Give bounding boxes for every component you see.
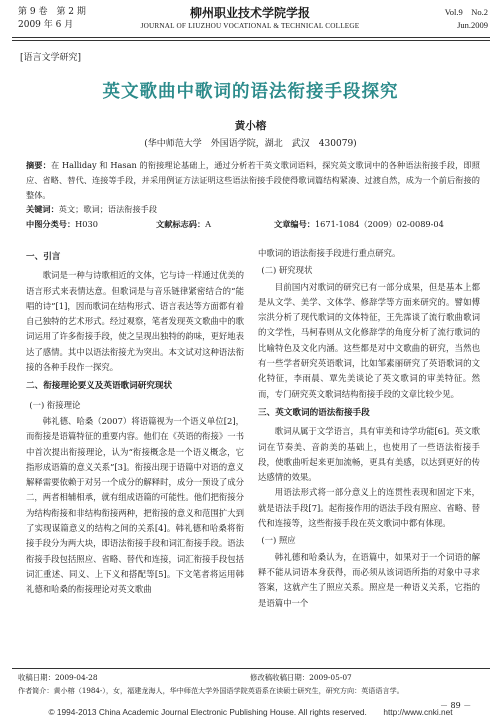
journal-name [100,6,400,32]
right-column [258,246,480,611]
header-volume-info [18,6,98,32]
section-tag: [语言文学研究] [20,53,82,63]
doc-code: 文献标志码：A [156,219,212,229]
vol-issue: 第 9 卷 第 2 期 [18,7,86,17]
section-heading: 三、英文歌词的语法衔接手段 [258,407,370,418]
abstract-label: 摘要： [26,160,51,170]
abstract-text: 在 Halliday 和 Hasan 的衔接理论基础上，通过分析若干英文歌词语料，探究英文歌词中的各种语法衔接手段，即照应、省略、替代、连接等手段，并采用例证方法证明这些语法衔接手段使得歌词篇结构紧凑、过渡自然，成为一个前后衔接的整体。 [26,160,480,200]
issue-date: 2009 年 6 月 [18,20,74,30]
author-bio: 作者简介：黄小榕（1984-），女，福建龙海人，华中师范大学外国语学院英语系在读硕士研究生，研究方向：英语语言学。 [18,686,404,695]
header-rule [12,37,490,38]
classification-row [26,219,486,230]
date-en: Jun.2009 [457,20,488,30]
paragraph: 目前国内对歌词的研究已有一部分成果，但是基本上都是从文学、美学、文体学、修辞学等方面来研究的。譬如傅宗洪分析了现代歌词的文体特征，王先霈谈了流行歌曲歌词的文学性，马柯春则从文化修辞学的角度分析了流行歌词的比喻特色及文化内涵。这些都是对中文歌曲的研究，当然也有一些学者研究英语歌词，比如邹素丽研究了英语歌词的文化特征，李雨晨、覃先美谈论了英文歌词的审美特征。然而，专门研究英文歌词结构衔接手段的文章比较少见。 [258,281,480,399]
header-rule-thin [12,40,490,41]
vol-en: Vol.9 No.2 [444,7,488,17]
paragraph: 歌词是一种与诗歌相近的文体，它与诗一样通过优美的语言形式来表情达意。但歌词是与音乐链律紧密结合的“能唱的诗”[1]，因而歌词在结构形式、语言表达等方面都有着自己独特的艺术形式。经过观察，笔者发现英文歌曲中的歌词运用了许多衔接手段，使之呈现出独特的韵味，更好地表达了感情。其中以语法衔接尤为突出。本文试对这种语法衔接的各种手段作一探究。 [26,270,244,373]
keywords [26,204,157,215]
paragraph: 韩礼德、哈桑（2007）将语篇视为一个语义单位[2]，而衔接是语篇特征的重要内容。他们在《英语的衔接》一书中首次提出衔接理论，认为“衔接概念是一个语义概念，它指形成语篇的意义关系”[3]。衔接出现于语篇中对语的意义解释需要依赖于对另一个成分的解释时，成分一预设了成分二，两者相辅相承，就有组成语篇的可能性。他们把衔接分为结构衔接和非结构衔接两种，把衔接的意义和范围扩大到了实现谋篇意义的结构之间的关系[4]。韩礼德和哈桑将衔接手段分为两大块，即语法衔接手段和词汇衔接手段。语法衔接手段包括照应、省略、替代和连接，词汇衔接手段包括词汇重述、同义、上下义和搭配等[5]。下文笔者将运用韩礼德和哈桑的衔接理论对英文歌曲 [26,415,244,595]
subsection-heading: (一) 衔接理论 [29,399,81,410]
journal-name-en: JOURNAL OF LIUZHOU VOCATIONAL & TECHNICAL COLLEGE [140,22,360,30]
article-number: 文章编号：1671-1084（2009）02-0089-04 [274,219,444,229]
page-number: － 89 － [440,701,472,710]
header-volume-en [410,6,488,32]
subsection-heading: (一) 照应 [261,535,296,546]
keywords-label: 关键词： [26,204,59,214]
abstract [26,158,480,203]
keywords-text: 英文；歌词；语法衔接手段 [58,204,158,214]
paragraph: 韩礼德和哈桑认为，在语篇中，如果对于一个词语的解释不能从词语本身获得，而必须从该词语所指的对象中寻求答案，这就产生了照应关系。照应是一种语义关系，它指的是语篇中一个 [258,551,480,608]
paragraph: 用语法形式将一部分意义上的连贯性表现和固定下来，就是语法手段[7]。起衔接作用的语法手段有照应、省略、替代和连接等，这些衔接手段在英文歌词中都有体现。 [258,487,480,529]
clc-code: 中图分类号：H030 [26,219,98,229]
author-name: 黄小榕 [234,120,267,132]
footer-dates [18,672,488,683]
received-date: 收稿日期：2009-04-28 [18,673,98,682]
author-affiliation: (华中师范大学 外国语学院，湖北 武汉 430079) [144,139,357,149]
article-title: 英文歌曲中歌词的语法衔接手段探究 [102,82,399,102]
subsection-heading: (二) 研究现状 [261,265,313,276]
footer-rule [12,668,490,669]
paragraph: 中歌词的语法衔接手段进行重点研究。 [258,248,401,258]
journal-name-cn: 柳州职业技术学院学报 [189,6,310,20]
section-heading: 一、引言 [26,252,61,262]
copyright-notice: © 1994-2013 China Academic Journal Electronic Publishing House. All rights reserved. http://www.cnki.net [48,707,453,717]
section-heading: 二、衔接理论要义及英语歌词研究现状 [26,381,173,392]
paragraph: 歌词从属于文学语言，具有审美和诗学功能[6]。英文歌词在节奏美、音韵美的基础上，也使用了一些语法衔接手段，使歌曲听起来更加流畅，更具有美感，以达到更好的传达感情的效果。 [258,426,480,483]
left-column [26,246,244,598]
revised-date: 修改稿收稿日期：2009-05-07 [250,673,352,682]
